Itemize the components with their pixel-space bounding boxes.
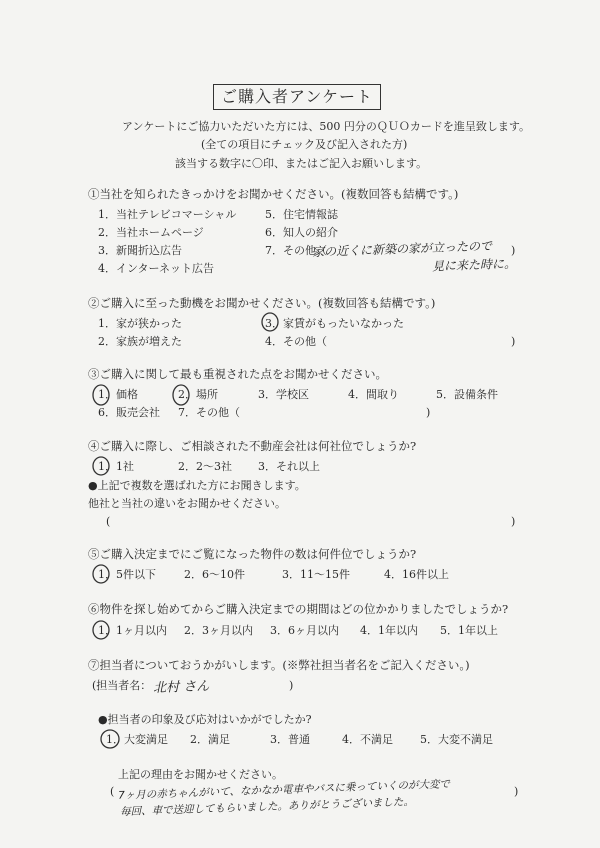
q7-option-1[interactable]: 1．大変満足 xyxy=(106,733,168,746)
q7-impression-question: ●担当者の印象及び応対はいかがでしたか? xyxy=(98,713,312,726)
q3-option-5[interactable]: 5．設備条件 xyxy=(436,388,498,401)
q6-question: ⑥物件を探し始めてからご購入決定までの期間はどの位かかりましたでしょうか? xyxy=(88,602,509,616)
survey-title: ご購入者アンケート xyxy=(220,87,374,106)
q1-option-3[interactable]: 3．新聞折込広告 xyxy=(98,244,182,257)
q1-question: ①当社を知られたきっかけをお聞かせください。(複数回答も結構です。) xyxy=(88,187,459,201)
q7-question: ⑦担当者についておうかがいします。(※弊社担当者名をご記入ください。) xyxy=(88,658,470,672)
q7-handwritten-reason-1: 7ヶ月の赤ちゃんがいて、なかなか電車やバスに乗っていくのが大変で xyxy=(117,778,451,802)
q1-handwritten-answer-1: 家の近くに新築の家が立ったので xyxy=(311,238,493,260)
q7-handwritten-reason-2: 毎回、車で送迎してもらいました。ありがとうございました。 xyxy=(119,795,415,819)
q6-option-2[interactable]: 2．3ヶ月以内 xyxy=(184,624,253,637)
q1-option-4[interactable]: 4．インターネット広告 xyxy=(98,262,215,275)
q3-option-7[interactable]: 7．その他（ xyxy=(178,406,240,419)
q2-question: ②ご購入に至った動機をお聞かせください。(複数回答も結構です。) xyxy=(88,296,436,310)
q4-option-2[interactable]: 2．2～3社 xyxy=(178,460,232,473)
q3-option-1[interactable]: 1．価格 xyxy=(98,388,138,401)
q2-option-3[interactable]: 3．家賃がもったいなかった xyxy=(265,317,404,330)
q2-option-4[interactable]: 4．その他（ xyxy=(265,335,327,348)
q7-name-close: ) xyxy=(289,679,294,692)
q4-answer-open: ( xyxy=(106,515,111,528)
q1-option-7[interactable]: 7．その他（ xyxy=(265,244,327,257)
q7-option-3[interactable]: 3．普通 xyxy=(270,733,310,746)
q5-option-3[interactable]: 3．11～15件 xyxy=(282,568,350,581)
q3-option-3[interactable]: 3．学校区 xyxy=(258,388,309,401)
q1-option-5[interactable]: 5．住宅情報誌 xyxy=(265,208,338,221)
q4-sub-question-2: 他社と当社の違いをお聞かせください。 xyxy=(88,497,286,510)
q6-option-1[interactable]: 1．1ヶ月以内 xyxy=(98,624,167,637)
q5-option-4[interactable]: 4．16件以上 xyxy=(384,568,449,581)
q3-question: ③ご購入に関して最も重視された点をお聞かせください。 xyxy=(88,367,387,381)
q3-option-2[interactable]: 2．場所 xyxy=(178,388,218,401)
q3-option-6[interactable]: 6．販売会社 xyxy=(98,406,160,419)
q7-reason-close: ) xyxy=(514,785,519,798)
q7-reason-open: ( xyxy=(110,785,115,798)
q5-option-1[interactable]: 1．5件以下 xyxy=(98,568,156,581)
q6-option-4[interactable]: 4．1年以内 xyxy=(360,624,418,637)
q6-option-3[interactable]: 3．6ヶ月以内 xyxy=(270,624,339,637)
q3-option-4[interactable]: 4．間取り xyxy=(348,388,399,401)
q7-staff-name: 北村 さん xyxy=(152,679,210,696)
q7-option-2[interactable]: 2．満足 xyxy=(190,733,230,746)
q4-answer-close: ) xyxy=(511,515,516,528)
q2-other-close: ) xyxy=(511,335,516,348)
q1-option-6[interactable]: 6．知人の紹介 xyxy=(265,226,338,239)
q7-option-5[interactable]: 5．大変不満足 xyxy=(420,733,493,746)
intro-line-2: (全ての項目にチェック及び記入された方) xyxy=(201,138,408,151)
intro-line-3: 該当する数字に〇印、またはご記入お願いします。 xyxy=(175,157,428,170)
q2-option-2[interactable]: 2．家族が増えた xyxy=(98,335,182,348)
q3-other-close: ) xyxy=(426,406,431,419)
q1-other-close: ) xyxy=(511,244,516,257)
q4-option-3[interactable]: 3．それ以上 xyxy=(258,460,320,473)
q7-option-4[interactable]: 4．不満足 xyxy=(342,733,393,746)
q5-question: ⑤ご購入決定までにご覧になった物件の数は何件位でしょうか? xyxy=(88,547,417,561)
q4-sub-question-1: ●上記で複数を選ばれた方にお聞きします。 xyxy=(88,479,306,492)
q7-name-label: (担当者名： xyxy=(92,679,152,692)
q4-question: ④ご購入に際し、ご相談された不動産会社は何社位でしょうか? xyxy=(88,439,417,453)
q1-handwritten-answer-2: 見に来た時に。 xyxy=(431,256,517,274)
intro-line-1: アンケートにご協力いただいた方には、500 円分のＱＵＯカードを進呈致します。 xyxy=(122,120,530,133)
q7-reason-question: 上記の理由をお聞かせください。 xyxy=(118,768,283,781)
q4-option-1[interactable]: 1．1社 xyxy=(98,460,134,473)
q6-option-5[interactable]: 5．1年以上 xyxy=(440,624,498,637)
q1-option-1[interactable]: 1．当社テレビコマーシャル xyxy=(98,208,237,221)
q5-option-2[interactable]: 2．6～10件 xyxy=(184,568,245,581)
q1-option-2[interactable]: 2．当社ホームページ xyxy=(98,226,204,239)
q2-option-1[interactable]: 1．家が狭かった xyxy=(98,317,182,330)
